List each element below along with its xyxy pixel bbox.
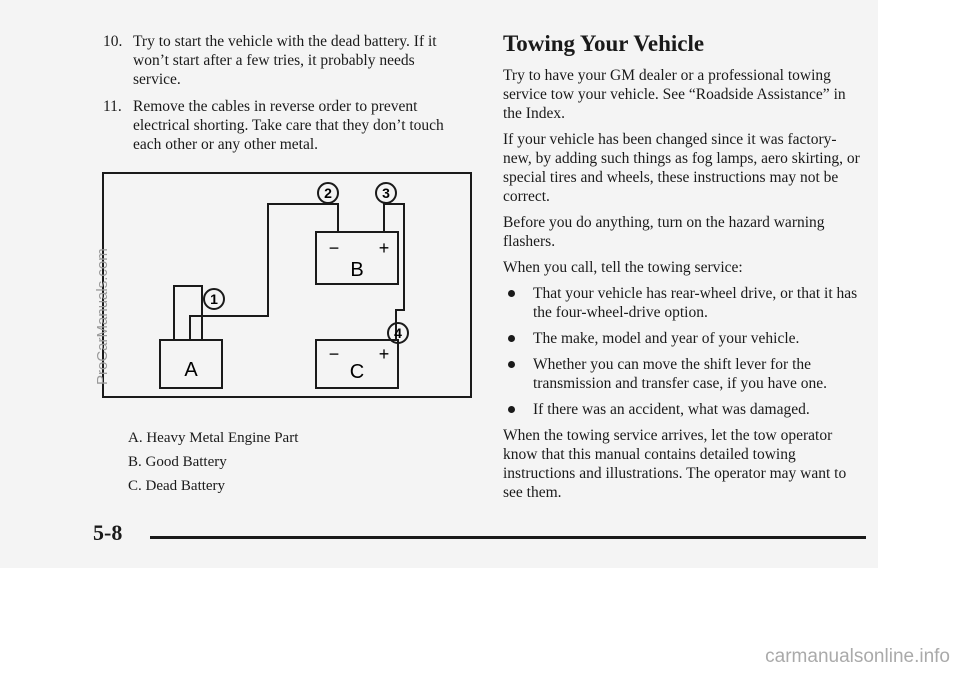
callout-4-label: 4 <box>394 325 402 341</box>
legend-item: B. Good Battery <box>128 454 227 470</box>
bullet-item <box>503 329 863 348</box>
dead-battery-label: C <box>349 361 365 383</box>
good-battery-negative-sign: − <box>328 238 340 258</box>
dead-battery-positive-sign: + <box>378 344 390 364</box>
bullet-item <box>503 284 863 322</box>
bullet-dot-icon <box>508 290 515 297</box>
closing-paragraph: When the towing service arrives, let the tow operator know that this manual contains detailed towing instructions and illustrations. The operator may want to see them. <box>503 427 847 501</box>
paragraph: Try to have your GM dealer or a professional towing service tow your vehicle. See “Roadside Assistance” in the Index. <box>503 67 846 122</box>
dead-battery-negative-sign: − <box>328 344 340 364</box>
bullet-text: Whether you can move the shift lever for the transmission and transfer case, if you have one. <box>533 356 827 392</box>
paragraph: When you call, tell the towing service: <box>503 259 743 276</box>
step-text: Remove the cables in reverse order to prevent electrical shorting. Take care that they don’t touch each other or any other metal. <box>133 98 444 153</box>
bullet-dot-icon <box>508 361 515 368</box>
step-number: 10. <box>103 33 123 50</box>
step-10 <box>103 32 463 89</box>
bullet-text: That your vehicle has rear-wheel drive, or that it has the four-wheel-drive option. <box>533 285 858 321</box>
bottom-watermark: carmanualsonline.info <box>765 646 950 667</box>
engine-part-post <box>174 286 202 340</box>
engine-part-label: A <box>184 359 198 381</box>
bullet-item <box>503 355 863 393</box>
callout-2-label: 2 <box>324 185 332 201</box>
towing-section <box>503 30 863 509</box>
bullet-text: If there was an accident, what was damaged. <box>533 401 810 418</box>
section-heading: Towing Your Vehicle <box>503 31 705 56</box>
step-text: Try to start the vehicle with the dead battery. If it won’t start after a few tries, it probably needs service. <box>133 33 437 88</box>
legend-item: C. Dead Battery <box>128 478 226 494</box>
legend-item: A. Heavy Metal Engine Part <box>128 430 299 446</box>
page-number: 5-8 <box>93 520 123 545</box>
bullet-item <box>503 400 863 419</box>
step-number: 11. <box>103 98 122 115</box>
jumper-cable-diagram <box>102 172 472 398</box>
jump-start-steps <box>103 32 463 162</box>
bullet-dot-icon <box>508 406 515 413</box>
good-battery-positive-sign: + <box>378 238 390 258</box>
diagram-legend <box>128 428 298 500</box>
paragraph: Before you do anything, turn on the hazard warning flashers. <box>503 214 825 250</box>
footer-rule <box>150 536 866 539</box>
step-11 <box>103 97 463 154</box>
good-battery-label: B <box>350 259 364 281</box>
bullet-dot-icon <box>508 335 515 342</box>
paragraph: If your vehicle has been changed since it was factory-new, by adding such things as fog lamps, aero skirting, or special tires and wheels, these instructions may not be correct. <box>503 131 860 205</box>
callout-1-label: 1 <box>210 291 218 307</box>
positive-cable <box>384 204 404 340</box>
bullet-text: The make, model and year of your vehicle. <box>533 330 800 347</box>
diagram-frame <box>103 173 471 397</box>
callout-3-label: 3 <box>382 185 390 201</box>
side-watermark: ProCarManuals.com <box>94 248 111 385</box>
